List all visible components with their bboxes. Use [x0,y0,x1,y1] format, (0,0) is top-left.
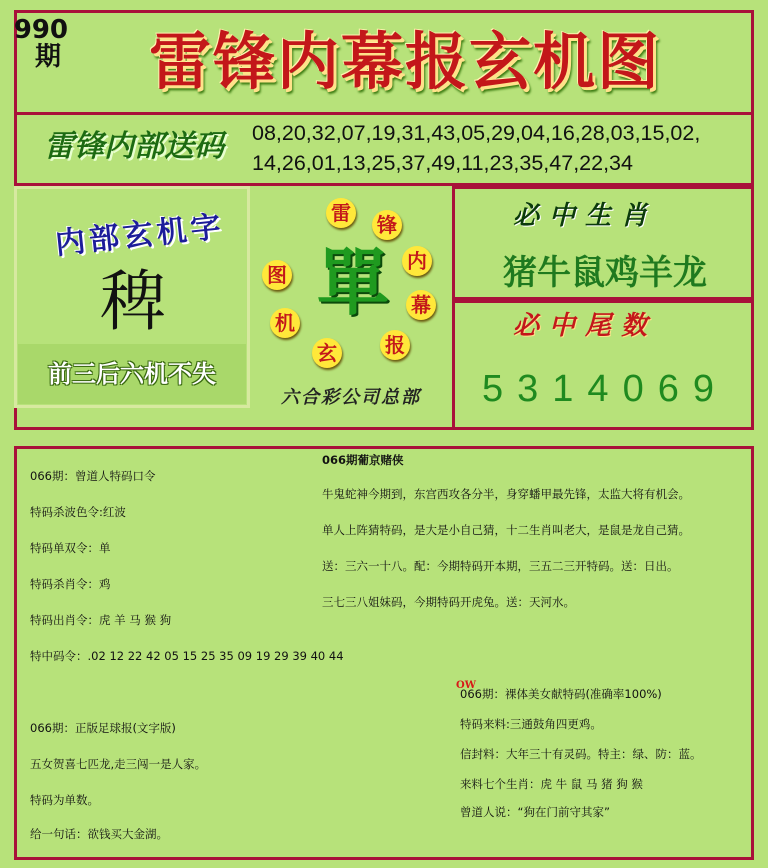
wheel-char: 图 [262,260,292,290]
left-tip-line: 066期：正版足球报(文字版) [30,721,176,735]
wheel-center-char: 單 [316,240,389,325]
wheel-char: 报 [380,330,410,360]
left-tip-line: 特码为单数。 [30,793,99,807]
wheel-char: 机 [270,308,300,338]
codes-line-1: 08,20,32,07,19,31,43,05,29,04,16,28,03,15,02, [252,121,701,145]
right-tip-line: 三七三八姐妹码，今期特码开虎兔。送：天河水。 [322,595,575,609]
secret-title: 内部玄机字 [53,209,227,262]
bottom-tip-line: 特码来料:三通鼓角四更鸡。 [460,717,602,731]
left-tip-line: 特码出肖令：虎 羊 马 猴 狗 [30,613,172,627]
right-tips [322,450,742,620]
right-tip-header: 066期葡京赌侠 [322,453,404,467]
left-tip-line: 特中码令：.02 12 22 42 05 15 25 35 09 19 29 39 40 44 [30,649,344,663]
issue-number: 066 [13,12,68,42]
zodiac-list: 猪牛鼠鸡羊龙 [503,253,707,293]
wheel-char: 雷 [326,198,356,228]
codes-line-2: 14,26,01,13,25,37,49,11,23,35,47,22,34 [252,151,633,175]
left-tip-line: 特码单双令：单 [30,541,111,555]
left-tip-line: 066期：曾道人特码口令 [30,469,156,483]
left-tip-line: 给一句话：欲钱买大金湖。 [30,827,168,841]
wheel-char: 锋 [372,210,402,240]
bottom-tip-line: 信封料：大年三十有灵码。特主：绿、防：蓝。 [460,747,702,761]
wheel-char: 玄 [312,338,342,368]
bottom-tips [460,682,750,822]
poster-title: 雷锋内幕报玄机图 [148,25,661,98]
left-tip-line: 五女贺喜七匹龙,走三闯一是人家。 [30,757,207,771]
issue-suffix: 期 [34,42,61,72]
slogan-text: 前三后六机不失 [48,359,216,388]
secret-char: 稗 [100,263,166,340]
wheel-char: 幕 [406,290,436,320]
codes-label: 雷锋内部送码 [44,129,224,164]
ow-mark: OW [456,680,476,691]
bottom-tip-line: 来料七个生肖：虎 牛 鼠 马 猪 狗 猴 [460,777,643,791]
left-tip-line: 特码杀波色令:红波 [30,505,126,519]
bottom-tip-line: 066期：裸体美女献特码(准确率100%) [460,687,662,701]
wheel-char: 内 [402,246,432,276]
zodiac-title: 必中生肖 [512,201,657,231]
tail-numbers: 5314069 [482,368,728,410]
right-tip-line: 送：三六一十八。配：今期特码开本期，三五二三开特码。送：日出。 [322,559,679,573]
right-tip-line: 牛鬼蛇神今期到，东宫西攻各分半，身穿蟠甲最先锋，太监大将有机会。 [322,487,690,501]
bottom-tip-line: 曾道人说：“狗在门前守其家” [460,805,610,819]
codes-list [252,118,742,178]
company-label: 六合彩公司总部 [281,387,421,408]
right-tip-line: 单人上阵猜特码，是大是小自己猜，十二生肖叫老大，是鼠是龙自己猜。 [322,523,690,537]
left-tip-line: 特码杀肖令：鸡 [30,577,111,591]
tail-title: 必中尾数 [512,311,657,341]
issue-label [13,12,68,114]
left-tips [30,464,344,854]
